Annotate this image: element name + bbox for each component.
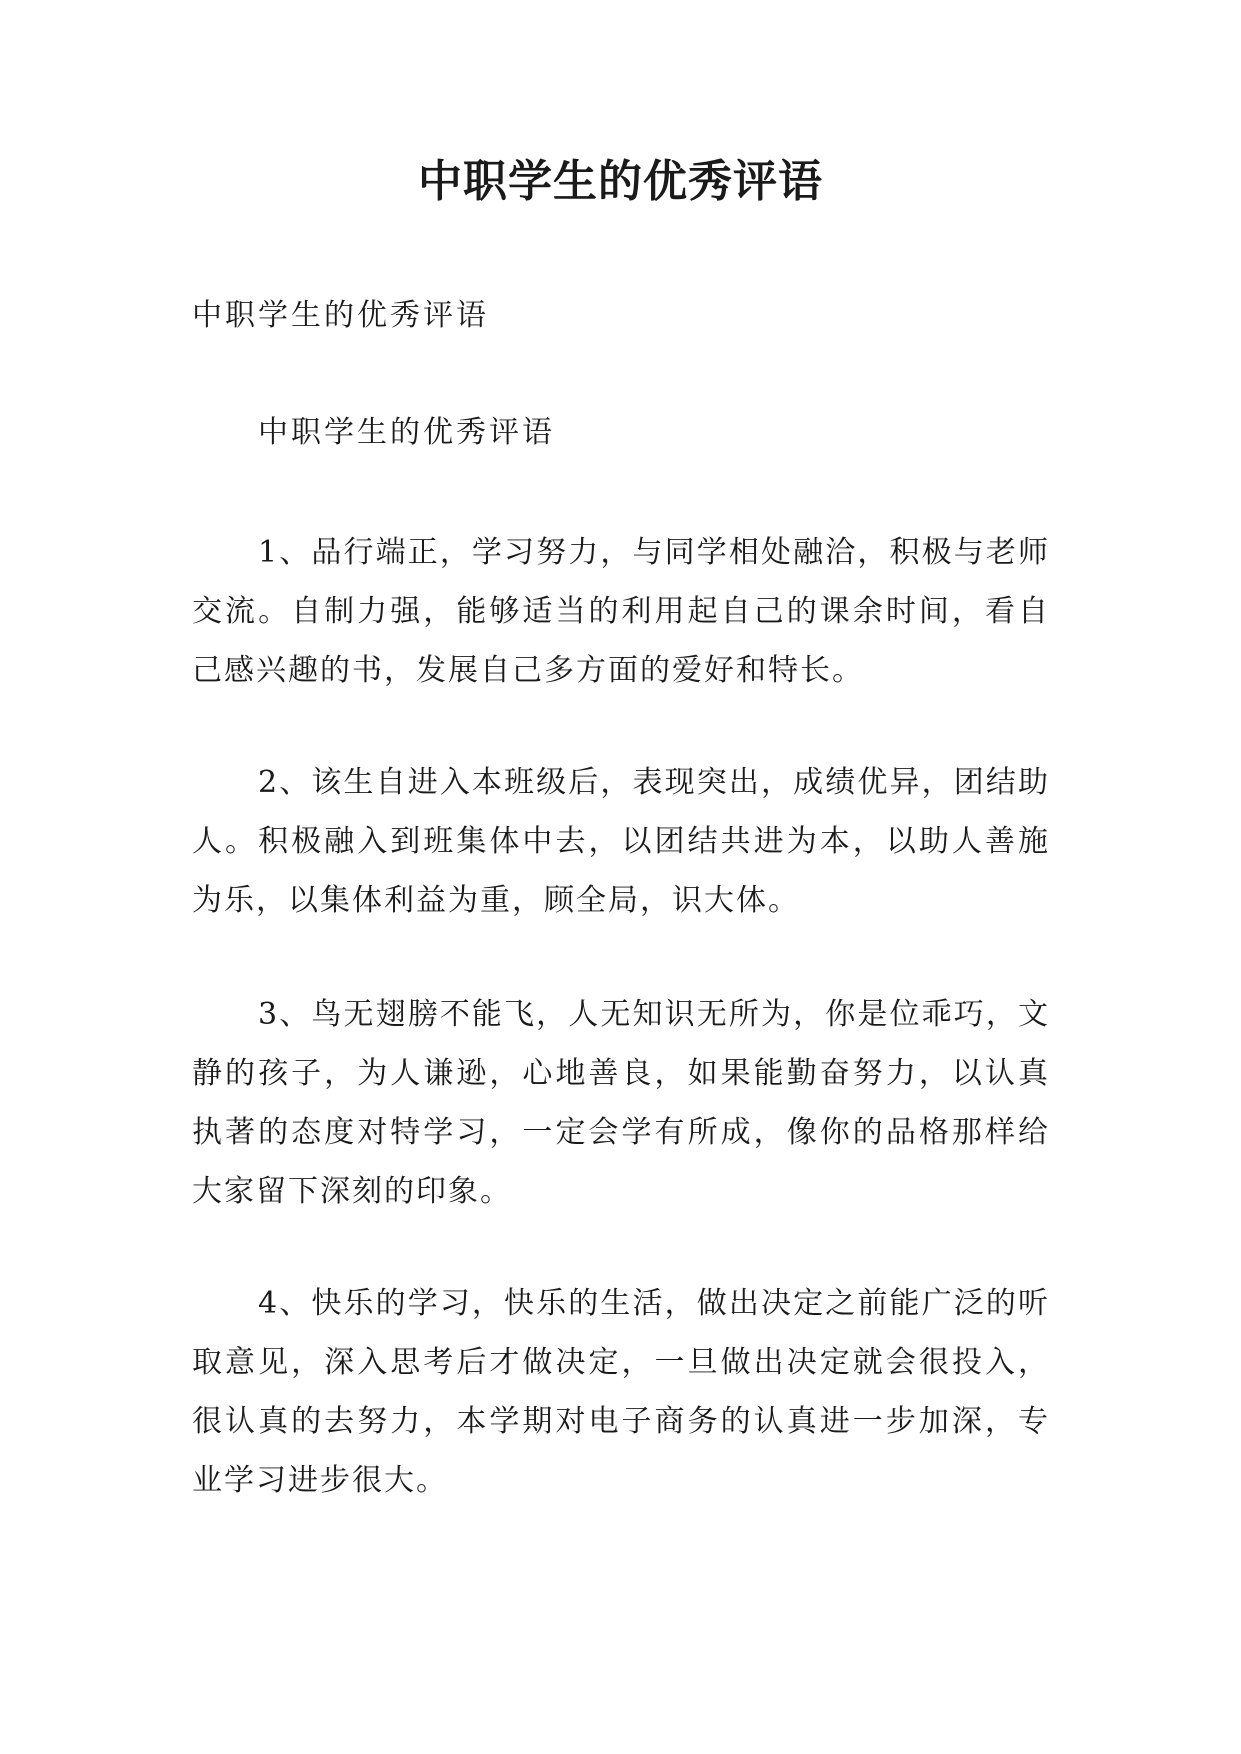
comment-paragraph-4: 4、快乐的学习，快乐的生活，做出决定之前能广泛的听取意见，深入思考后才做决定，一旦做出决定就会很投入，很认真的去努力，本学期对电子商务的认真进一步加深，专业学习进步很大。: [192, 1286, 1050, 1498]
document-subtitle: 中职学生的优秀评语: [192, 298, 489, 333]
comment-paragraph-1: 1、品行端正，学习努力，与同学相处融洽，积极与老师交流。自制力强，能够适当的利用起自己的课余时间，看自己感兴趣的书，发展自己多方面的爱好和特长。: [192, 535, 1050, 688]
comment-paragraph-2: 2、该生自进入本班级后，表现突出，成绩优异，团结助人。积极融入到班集体中去，以团结共进为本，以助人善施为乐，以集体利益为重，顾全局，识大体。: [192, 765, 1050, 918]
comment-paragraph-3: 3、鸟无翅膀不能飞，人无知识无所为，你是位乖巧，文静的孩子，为人谦逊，心地善良，如果能勤奋努力，以认真执著的态度对特学习，一定会学有所成，像你的品格那样给大家留下深刻的印象。: [192, 997, 1050, 1209]
document-subtitle-indented: 中职学生的优秀评语: [258, 415, 555, 450]
document-title: 中职学生的优秀评语: [418, 156, 823, 207]
